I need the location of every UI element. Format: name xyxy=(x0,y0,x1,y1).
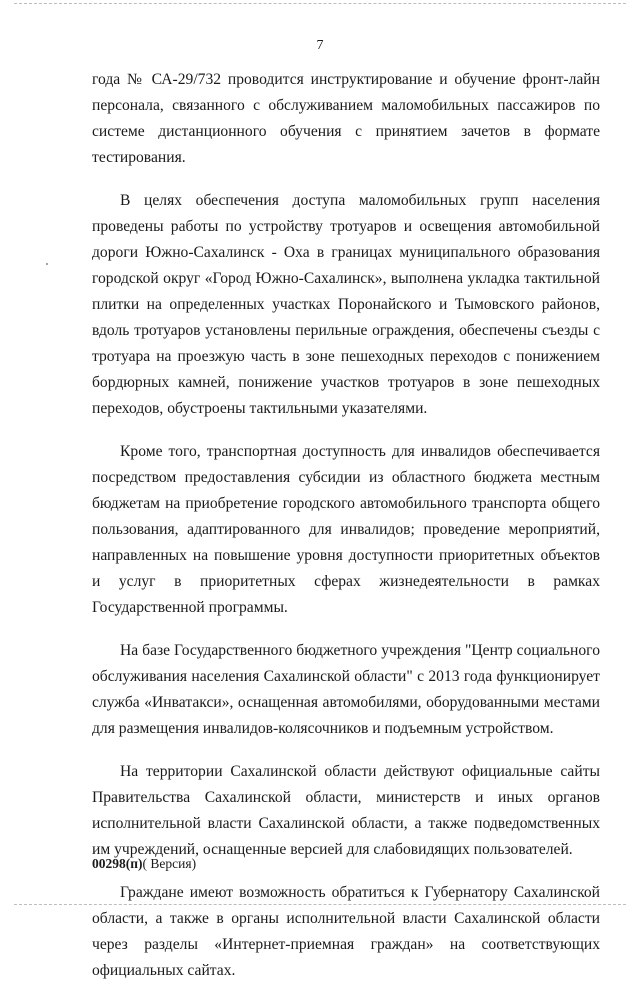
paragraph-continuation: года № СА-29/732 проводится инструктирование и обучение фронт-лайн персонала, связанного с обслуживанием маломобильных пассажиров по системе дистанционного обучения с принятием зачетов в формате тестирования. xyxy=(92,71,600,166)
scan-edge-top xyxy=(14,3,626,4)
paragraph-internet-reception: Граждане имеют возможность обратиться к Губернатору Сахалинской области, а также в органы исполнительной власти Сахалинской области через разделы «Интернет-приемная граждан» на соответствующих официальных сайтах. xyxy=(92,884,600,979)
document-code: 00298(п) xyxy=(92,856,143,871)
scan-edge-bottom xyxy=(14,904,626,905)
paragraph-sidewalks: В целях обеспечения доступа маломобильных групп населения проведены работы по устройству тротуаров и освещения автомобильной дороги Южно-Сахалинск - Оха в границах муниципального образования городской округ «Город Южно-Сахалинск», выполнена укладка тактильной плитки на определенных участках Поронайского и Тымовского районов, вдоль тротуаров установлены перильные ограждения, обеспечены съезды с тротуара на проезжую часть в зоне пешеходных переходов с понижением бордюрных камней, понижение участков тротуаров в зоне пешеходных переходов, обустроены тактильными указателями. xyxy=(92,192,600,417)
paragraph-official-sites: На территории Сахалинской области действуют официальные сайты Правительства Сахалинской области, министерств и иных органов исполнительной власти Сахалинской области, а также подведомственных им учреждений, оснащенные версией для слабовидящих пользователей. xyxy=(92,763,600,858)
document-footer xyxy=(92,856,196,872)
document-version: ( Версия) xyxy=(142,856,197,871)
paragraph-invataxi: На базе Государственного бюджетного учреждения "Центр социального обслуживания населения Сахалинской области" с 2013 года функционирует служба «Инватакси», оснащенная автомобилями, оборудованными местами для размещения инвалидов-колясочников и подъемным устройством. xyxy=(92,642,600,737)
paragraph-transport-subsidy: Кроме того, транспортная доступность для инвалидов обеспечивается посредством предоставления субсидии из областного бюджета местным бюджетам на приобретение городского автомобильного транспорта общего пользования, адаптированного для инвалидов; проведение мероприятий, направленных на повышение уровня доступности приоритетных объектов и услуг в приоритетных сферах жизнедеятельности в рамках Государственной программы. xyxy=(92,443,600,616)
page-number: 7 xyxy=(316,38,324,53)
scan-speck xyxy=(46,263,48,265)
